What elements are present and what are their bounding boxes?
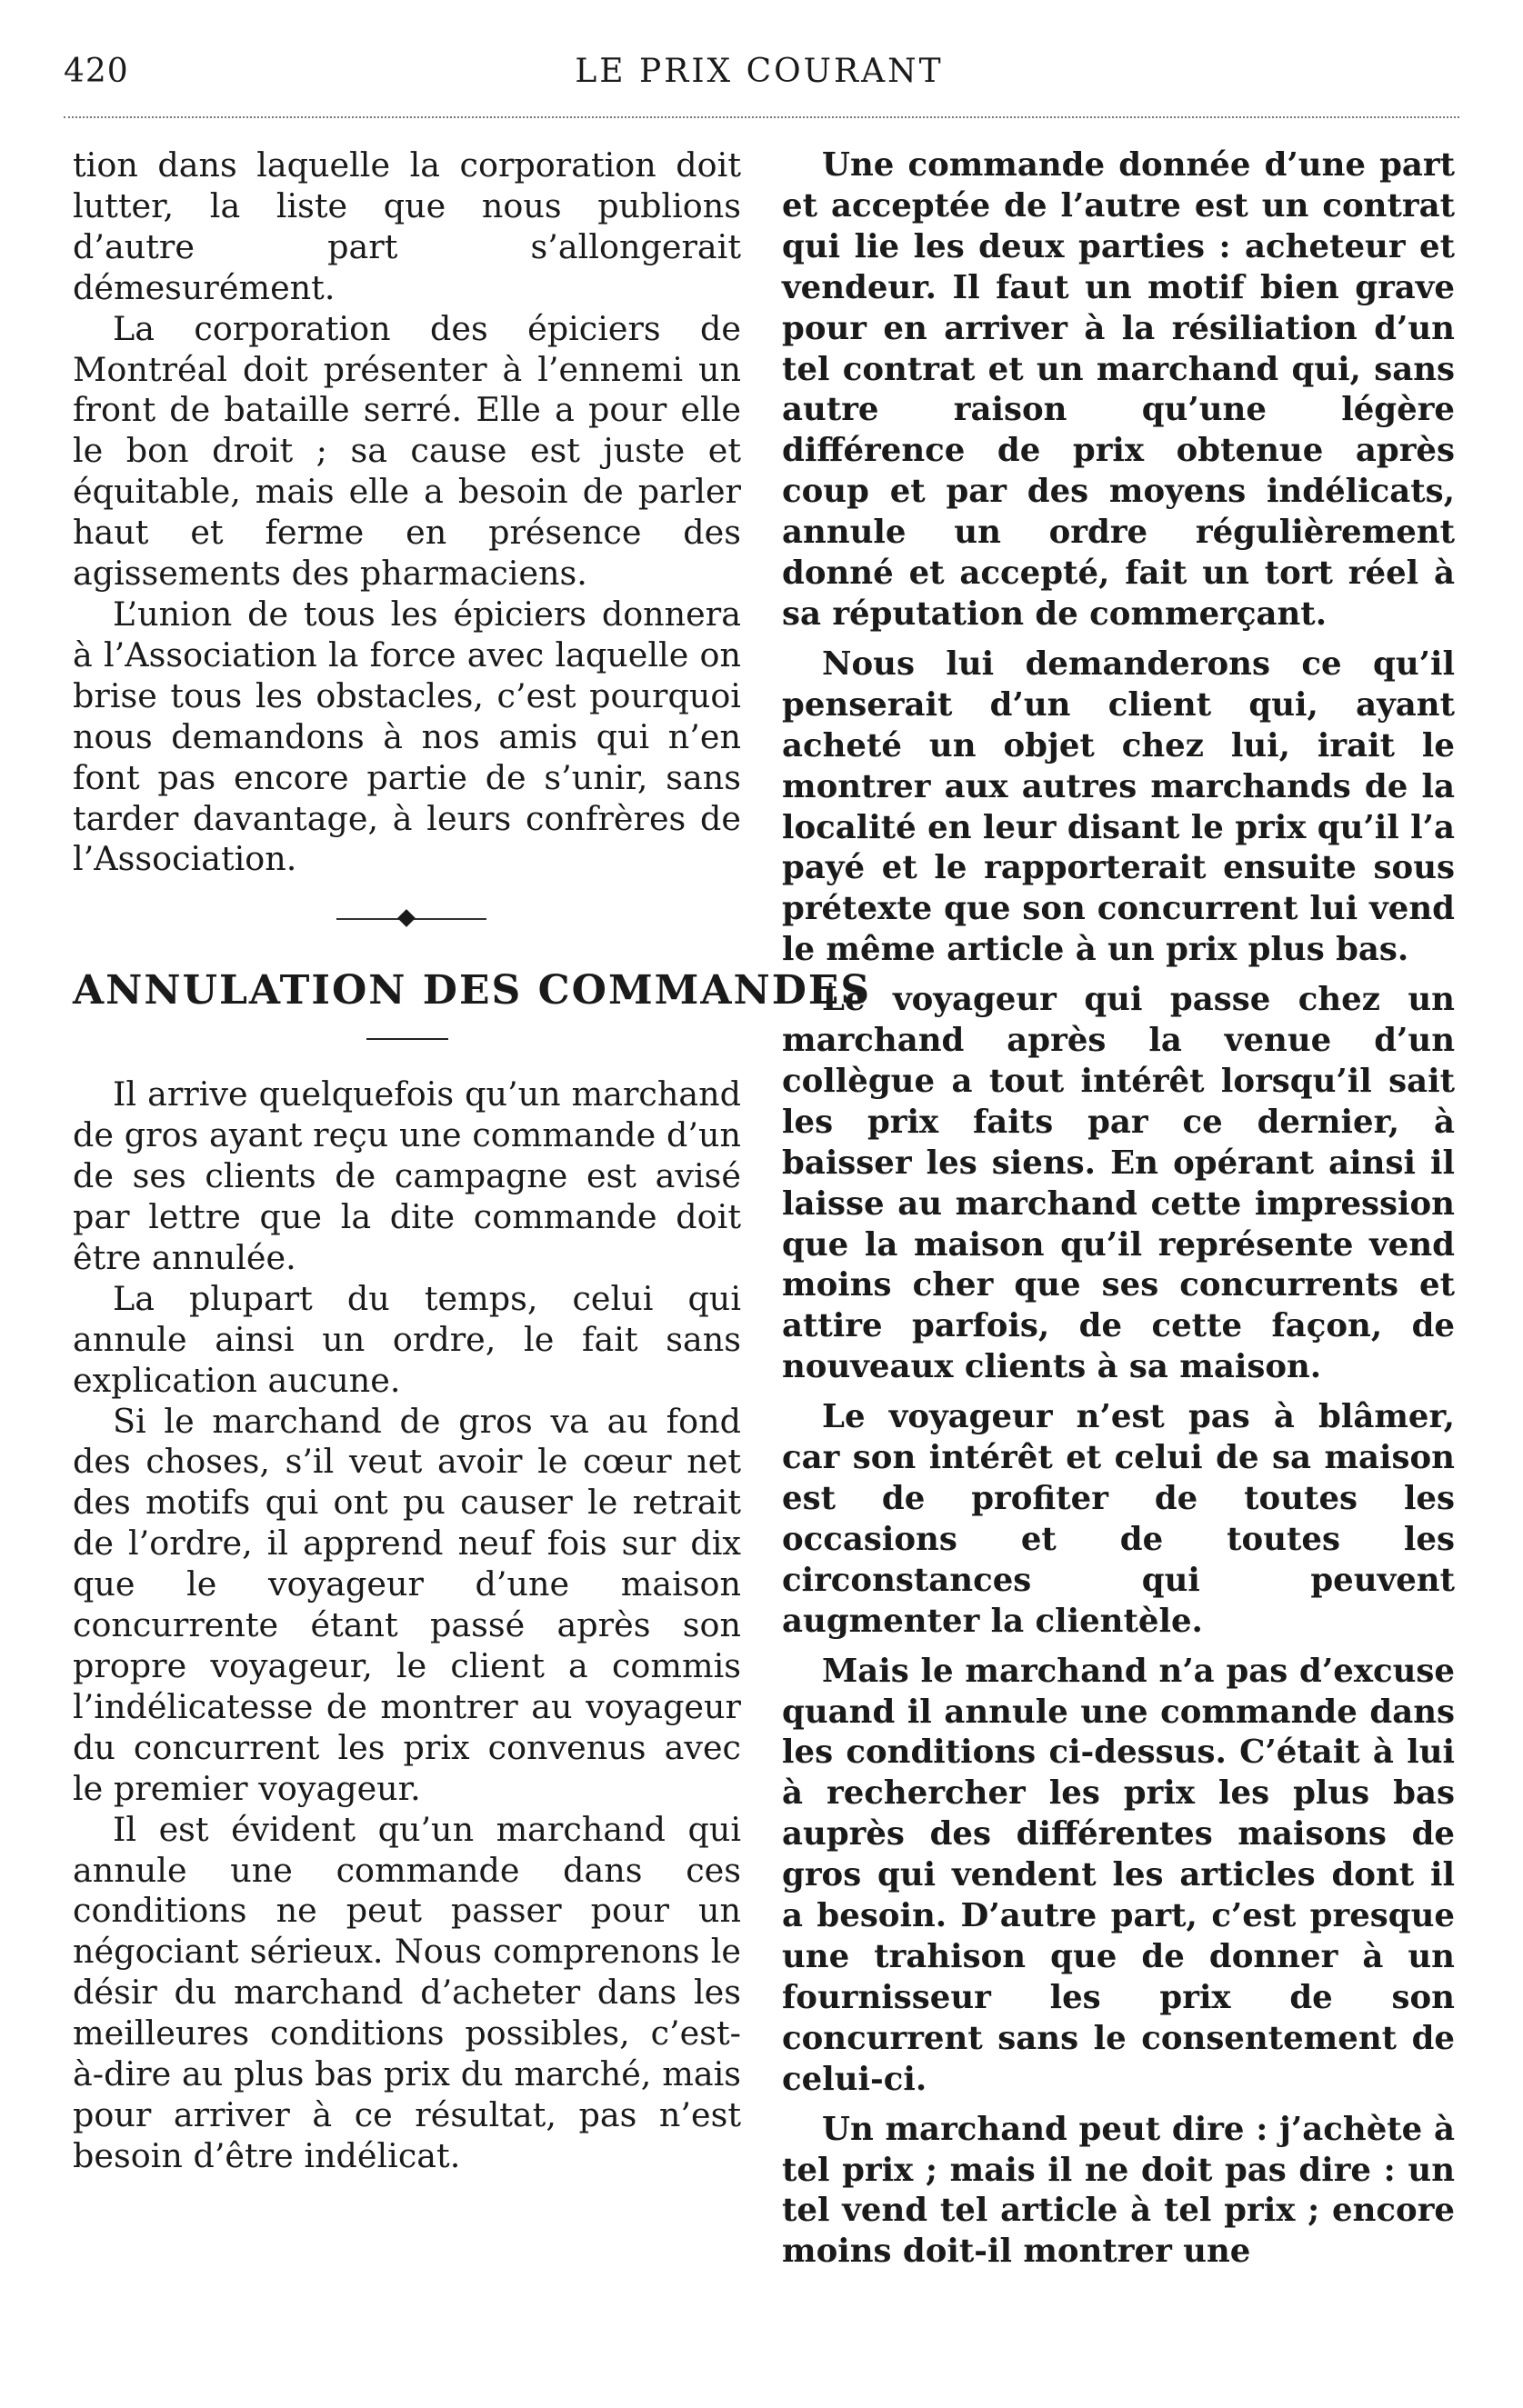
right-column: [782, 145, 1455, 2273]
section-ornament: [73, 904, 741, 940]
page-number: 420: [64, 53, 129, 90]
article-paragraph: Le voyageur n’est pas à blâmer, car son intérêt et celui de sa maison est de profiter de toutes les occasions et de toutes les circonstances qui peuvent augmenter la clientèle.: [782, 1398, 1455, 1640]
title-rule: [366, 1038, 448, 1040]
section-title: ANNULATION DES COMMANDES: [73, 967, 872, 1014]
page-header: [64, 53, 1455, 98]
left-column: [73, 145, 872, 2177]
running-title: LE PRIX COURANT: [575, 53, 944, 90]
article-paragraph: Le voyageur qui passe chez un marchand après la venue d’un collègue a tout intérêt lorsqu’il sait les prix faits par ce dernier, à baisser les siens. En opérant ainsi il laisse au marchand cette impression que la maison qu’il représente vend moins cher que ses concurrents et attire parfois, de cette façon, de nouveaux clients à sa maison.: [782, 981, 1455, 1386]
article-paragraph: Un marchand peut dire : j’achète à tel prix ; mais il ne doit pas dire : un tel vend tel article à tel prix ; encore moins doit-il montrer une: [782, 2110, 1455, 2271]
ornament-diamond-icon: [397, 909, 416, 927]
article-paragraph: Il est évident qu’un marchand qui annule une commande dans ces conditions ne peut passer pour un négociant sérieux. Nous comprenons le désir du marchand d’acheter dans les meilleures conditions possibles, c’est-à-dire au plus bas prix du marché, mais pour arriver à ce résultat, pas n’est besoin d’être indélicat.: [73, 1809, 741, 2175]
article-paragraph: tion dans laquelle la corporation doit lutter, la liste que nous publions d’autre part s’allongerait démesurément.: [73, 145, 741, 307]
article-paragraph: Mais le marchand n’a pas d’excuse quand il annule une commande dans les conditions ci-dessus. C’était à lui à rechercher les prix les plus bas auprès des différentes maisons de gros qui vendent les articles dont il a besoin. D’autre part, c’est presque une trahison que de donner à un fournisseur les prix de son concurrent sans le consentement de celui-ci.: [782, 1652, 1455, 2098]
article-paragraph: La plupart du temps, celui qui annule ainsi un ordre, le fait sans explication aucune.: [73, 1278, 741, 1400]
article-paragraph: L’union de tous les épiciers donnera à l’Association la force avec laquelle on brise tous les obstacles, c’est pourquoi nous demandons à nos amis qui n’en font pas encore partie de s’unir, sans tarder davantage, à leurs confrères de l’Association.: [73, 594, 741, 879]
article-paragraph: La corporation des épiciers de Montréal doit présenter à l’ennemi un front de bataille serré. Elle a pour elle le bon droit ; sa cause est juste et équitable, mais elle a besoin de parler haut et ferme en présence des agissements des pharmaciens.: [73, 308, 741, 594]
article-paragraph: Si le marchand de gros va au fond des choses, s’il veut avoir le cœur net des motifs qui ont pu causer le retrait de l’ordre, il apprend neuf fois sur dix que le voyageur d’une maison concurrente étant passé après son propre voyageur, le client a commis l’indélicatesse de montrer au voyageur du concurrent les prix convenus avec le premier voyageur.: [73, 1401, 741, 1808]
article-paragraph: Une commande donnée d’une part et acceptée de l’autre est un contrat qui lie les deux parties : acheteur et vendeur. Il faut un motif bien grave pour en arriver à la résiliation d’un tel contrat et un marchand qui, sans autre raison qu’une légère différence de prix obtenue après coup et par des moyens indélicats, annule un ordre régulièrement donné et accepté, fait un tort réel à sa réputation de commerçant.: [782, 146, 1455, 633]
article-paragraph: Nous lui demanderons ce qu’il penserait d’un client qui, ayant acheté un objet chez lui, irait le montrer aux autres marchands de la localité en leur disant le prix qu’il l’a payé et le rapporterait ensuite sous prétexte que son concurrent lui vend le même article à un prix plus bas.: [782, 644, 1455, 969]
header-rule: [64, 116, 1459, 118]
article-paragraph: Il arrive quelquefois qu’un marchand de gros ayant reçu une commande d’un de ses clients de campagne est avisé par lettre que la dite commande doit être annulée.: [73, 1074, 741, 1277]
